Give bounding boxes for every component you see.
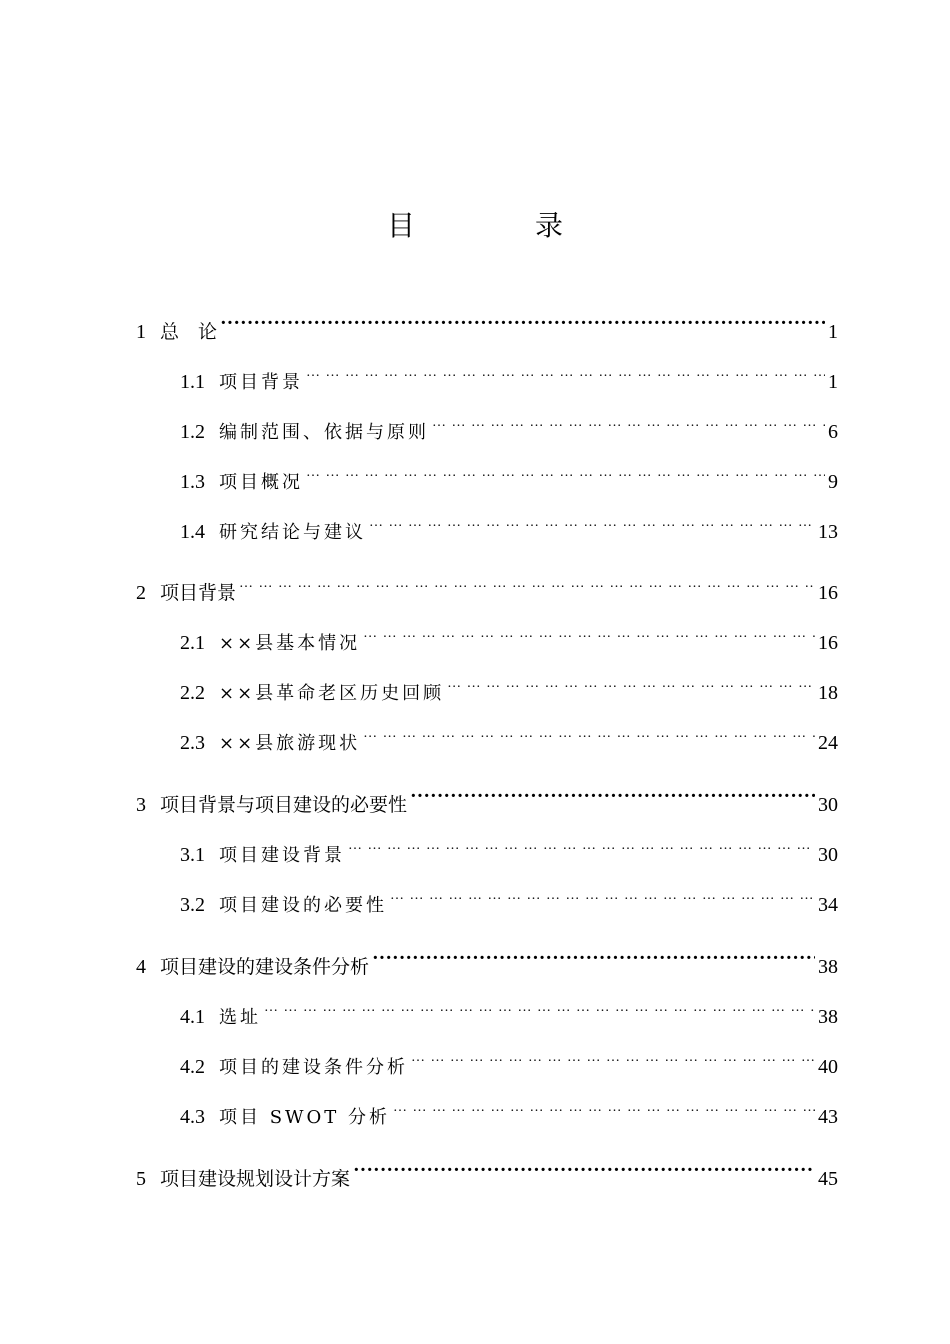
toc-entry-number: 1.4 [180, 521, 205, 543]
toc-entry-page: 34 [818, 894, 838, 916]
toc-entry-label: 项目建设规划设计方案 [160, 1168, 351, 1190]
toc-entry[interactable] [180, 669, 838, 704]
dot-leader [372, 943, 815, 973]
toc-entry-page: 30 [818, 794, 838, 816]
toc-entry-page: 16 [818, 582, 838, 604]
toc-entry-label: 项目背景与项目建设的必要性 [160, 794, 408, 816]
dot-leader [348, 831, 815, 861]
toc-entry-label: 研究结论与建议 [219, 522, 366, 543]
toc-entry[interactable] [180, 458, 838, 493]
toc-entry-number: 1.2 [180, 421, 205, 443]
toc-entry-number: 2.3 [180, 732, 205, 754]
toc-entry-page: 38 [818, 956, 838, 978]
toc-entry-label: 项目建设背景 [219, 845, 345, 866]
toc-entry-label: ××县革命老区历史回顾 [219, 683, 445, 704]
dot-leader [369, 508, 815, 538]
toc-entry-page: 1 [828, 371, 838, 393]
toc-entry-label: 项目 SWOT 分析 [219, 1107, 391, 1128]
toc-entry[interactable] [180, 719, 838, 754]
toc-entry-label: 项目背景 [219, 372, 303, 393]
toc-entry-number: 5 [136, 1168, 146, 1190]
toc-entry-page: 18 [818, 682, 838, 704]
toc-entry[interactable] [136, 781, 838, 816]
toc-entry[interactable] [136, 943, 838, 978]
toc-entry-page: 24 [818, 732, 838, 754]
dot-leader [390, 881, 815, 911]
toc-entry-page: 16 [818, 632, 838, 654]
toc-entry[interactable] [180, 508, 838, 543]
toc-entry-label: 项目的建设条件分析 [219, 1057, 408, 1078]
toc-entry-number: 4 [136, 956, 146, 978]
toc-entry[interactable] [180, 881, 838, 916]
toc-entry[interactable] [136, 569, 838, 604]
toc-entry-number: 4.1 [180, 1006, 205, 1028]
dot-leader [411, 1043, 815, 1073]
toc-entry[interactable] [136, 308, 838, 343]
dot-leader [363, 619, 815, 649]
toc-entry-number: 2.2 [180, 682, 205, 704]
toc-entry[interactable] [180, 408, 838, 443]
toc-entry-number: 3.2 [180, 894, 205, 916]
page-title: 目 录 [386, 209, 609, 242]
dot-leader [410, 781, 815, 811]
toc-entry-number: 1.1 [180, 371, 205, 393]
toc-entry[interactable] [180, 1093, 838, 1128]
toc-entry[interactable] [180, 1043, 838, 1078]
toc-entry-number: 2.1 [180, 632, 205, 654]
toc-entry-label: 选址 [219, 1007, 261, 1028]
toc-entry-label: 编制范围、依据与原则 [219, 422, 429, 443]
toc-entry-page: 45 [818, 1168, 838, 1190]
toc-entry[interactable] [180, 831, 838, 866]
dot-leader [264, 993, 815, 1023]
toc-entry[interactable] [180, 358, 838, 393]
toc-entry[interactable] [136, 1155, 838, 1190]
toc-entry-label: 项目背景 [160, 582, 237, 604]
toc-entry-number: 4.3 [180, 1106, 205, 1128]
dot-leader [447, 669, 815, 699]
toc-entry-number: 3.1 [180, 844, 205, 866]
dot-leader [363, 719, 815, 749]
toc-entry-page: 38 [818, 1006, 838, 1028]
toc-entry-label: 项目建设的必要性 [219, 895, 387, 916]
toc-entry-page: 13 [818, 521, 838, 543]
toc-entry-number: 1.3 [180, 471, 205, 493]
toc-entry-label: 项目概况 [219, 472, 303, 493]
toc-entry-label: ××县基本情况 [219, 633, 361, 654]
toc-entry-page: 6 [828, 421, 838, 443]
toc-entry[interactable] [180, 993, 838, 1028]
toc-entry-page: 30 [818, 844, 838, 866]
toc-entry-page: 9 [828, 471, 838, 493]
dot-leader [306, 358, 825, 388]
toc-entry-page: 43 [818, 1106, 838, 1128]
toc-entry-label: ××县旅游现状 [219, 733, 361, 754]
toc-entry-page: 1 [828, 321, 838, 343]
toc-entry-number: 2 [136, 582, 146, 604]
dot-leader [239, 569, 815, 599]
toc-entry-label: 项目建设的建设条件分析 [160, 956, 370, 978]
dot-leader [353, 1155, 815, 1185]
dot-leader [393, 1093, 815, 1123]
dot-leader [306, 458, 825, 488]
toc-entry-number: 4.2 [180, 1056, 205, 1078]
toc-entry-number: 3 [136, 794, 146, 816]
dot-leader [432, 408, 825, 438]
dot-leader [220, 308, 825, 338]
toc-entry[interactable] [180, 619, 838, 654]
toc-entry-number: 1 [136, 321, 146, 343]
toc-entry-label: 总 论 [160, 321, 218, 343]
toc-entry-page: 40 [818, 1056, 838, 1078]
